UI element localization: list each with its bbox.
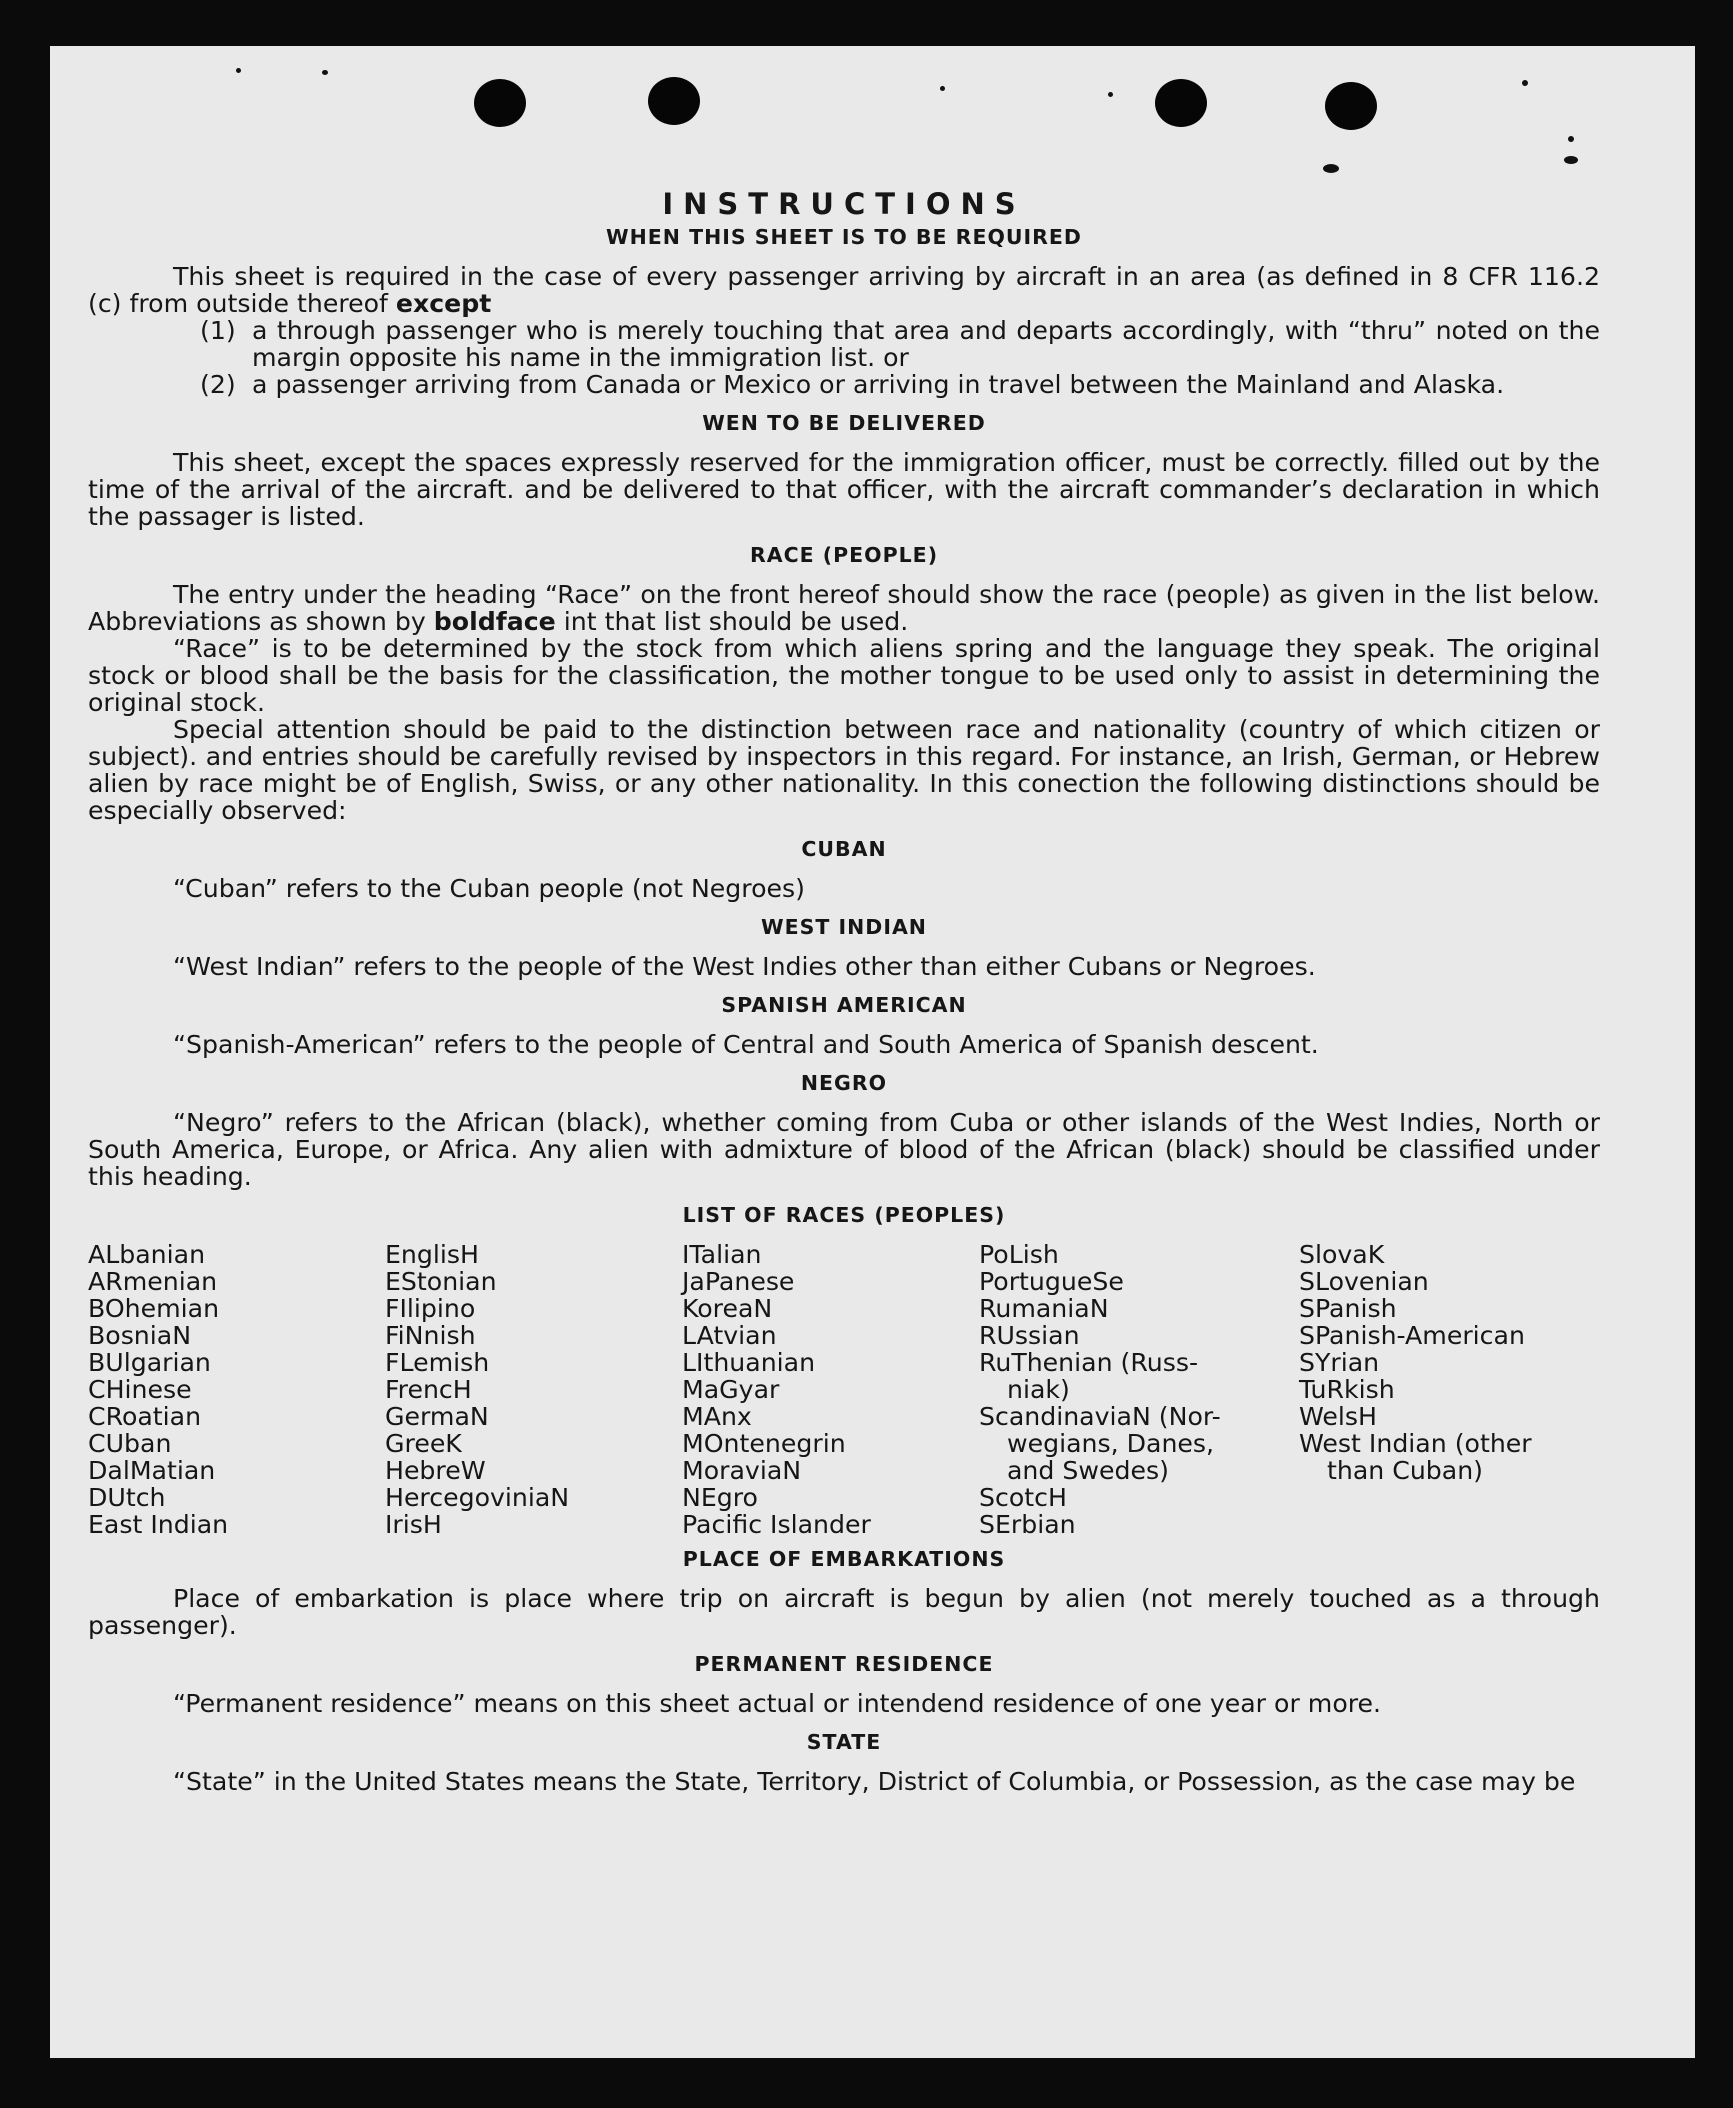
item-text: a passenger arriving from Canada or Mexico or arriving in travel between the Mainland and Alaska. (252, 370, 1505, 399)
list-item: BOhemian (88, 1294, 220, 1323)
list-item: PortugueSe (979, 1267, 1124, 1296)
list-item: CUban (88, 1429, 172, 1458)
heading-state: STATE (806, 1730, 882, 1754)
section-permanent-residence (88, 1690, 1600, 1717)
item-number: (2) (200, 370, 236, 399)
list-item: GermaN (385, 1402, 489, 1431)
list-item: NEgro (682, 1483, 758, 1512)
list-item: HebreW (385, 1456, 486, 1485)
speck (236, 68, 241, 73)
list-item: and Swedes) (1007, 1456, 1169, 1485)
race-column (385, 1241, 682, 1538)
when-item-1 (88, 317, 1600, 371)
list-item: LIthuanian (682, 1348, 816, 1377)
list-item: RuThenian (Russ- (979, 1348, 1199, 1377)
list-item: TuRkish (1299, 1375, 1395, 1404)
punch-hole (648, 77, 700, 125)
section-spanish-american (88, 1031, 1600, 1058)
list-item: DUtch (88, 1483, 166, 1512)
list-item: LAtvian (682, 1321, 777, 1350)
punch-hole (1325, 82, 1377, 130)
punch-hole (474, 79, 526, 127)
speck (940, 86, 945, 91)
speck (322, 70, 328, 75)
section-when-required (88, 263, 1600, 398)
item-number: (1) (200, 316, 236, 345)
cuban-text: “Cuban” refers to the Cuban people (not Negroes) (173, 874, 805, 903)
race-p1-text: The entry under the heading “Race” on the front hereof should show the race (people) as given in the list below. Abbreviations as shown by (88, 580, 1600, 636)
list-item: FIlipino (385, 1294, 476, 1323)
section-negro (88, 1109, 1600, 1190)
speck (1522, 80, 1528, 86)
item-text: a through passenger who is merely touching that area and departs accordingly, with “thru” noted on the margin opposite his name in the immigration list. or (252, 316, 1600, 372)
instructions-content (88, 187, 1600, 1807)
delivered-text: This sheet, except the spaces expressly reserved for the immigration officer, must be correctly. filled out by the time of the arrival of the aircraft. and be delivered to that officer, with the aircraft commander’s declaration in which the passager is listed. (88, 448, 1600, 531)
race-p1-text-end: int that list should be used. (563, 607, 909, 636)
when-intro-text: This sheet is required in the case of every passenger arriving by aircraft in an area (as defined in 8 CFR 116.2 (c) from outside thereof (88, 262, 1600, 318)
heading-embarkation: PLACE OF EMBARKATIONS (682, 1547, 1006, 1571)
heading-west-indian: WEST INDIAN (761, 915, 927, 939)
list-item: DalMatian (88, 1456, 216, 1485)
list-item: ScotcH (979, 1483, 1067, 1512)
race-paragraph-3: Special attention should be paid to the distinction between race and nationality (country of which citizen or subject). and entries should be carefully revised by inspectors in this regard. For instance, an Irish, German, or Hebrew alien by race might be of English, Swiss, or any other nationality. In this conection the following distinctions should be especially observed: (88, 715, 1600, 825)
heading-permanent-residence: PERMANENT RESIDENCE (694, 1652, 994, 1676)
heading-negro: NEGRO (800, 1071, 888, 1095)
list-item: MoraviaN (682, 1456, 802, 1485)
heading-spanish-american: SPANISH AMERICAN (721, 993, 967, 1017)
list-item: ScandinaviaN (Nor- (979, 1402, 1221, 1431)
list-item: EnglisH (385, 1240, 479, 1269)
section-embarkation (88, 1585, 1600, 1639)
section-cuban (88, 875, 1600, 902)
race-p1-bold: boldface (433, 607, 556, 636)
list-item: RumaniaN (979, 1294, 1109, 1323)
state-text: “State” in the United States means the State, Territory, District of Columbia, or Possession, as the case may be (173, 1767, 1576, 1796)
list-item: ALbanian (88, 1240, 206, 1269)
page-title: INSTRUCTIONS (662, 187, 1026, 221)
list-item: FiNnish (385, 1321, 476, 1350)
list-item: BosniaN (88, 1321, 192, 1350)
list-item: JaPanese (682, 1267, 795, 1296)
list-item: CHinese (88, 1375, 192, 1404)
race-list (88, 1241, 1600, 1538)
list-item: PoLish (979, 1240, 1059, 1269)
race-column (682, 1241, 979, 1538)
when-intro-bold: except (395, 289, 492, 318)
list-item: SYrian (1299, 1348, 1380, 1377)
list-item: BUlgarian (88, 1348, 211, 1377)
list-item: EStonian (385, 1267, 497, 1296)
speck (1568, 136, 1574, 142)
list-item: East Indian (88, 1510, 229, 1539)
section-when-delivered (88, 449, 1600, 530)
list-item: FLemish (385, 1348, 490, 1377)
list-item: than Cuban) (1327, 1456, 1484, 1485)
list-item: Pacific Islander (682, 1510, 871, 1539)
list-item: West Indian (other (1299, 1429, 1532, 1458)
list-item: WelsH (1299, 1402, 1377, 1431)
when-intro (88, 263, 1600, 317)
list-item: MAnx (682, 1402, 752, 1431)
heading-when-delivered: WEN TO BE DELIVERED (702, 411, 986, 435)
heading-race: RACE (PEOPLE) (749, 543, 939, 567)
list-item: GreeK (385, 1429, 462, 1458)
heading-cuban: CUBAN (801, 837, 887, 861)
race-column (979, 1241, 1299, 1538)
heading-list-of-races: LIST OF RACES (PEOPLES) (682, 1203, 1006, 1227)
west-indian-text: “West Indian” refers to the people of the West Indies other than either Cubans or Negroes. (173, 952, 1316, 981)
list-item: SErbian (979, 1510, 1076, 1539)
list-item: CRoatian (88, 1402, 202, 1431)
list-item: KoreaN (682, 1294, 773, 1323)
list-item: ITalian (682, 1240, 762, 1269)
list-item: SPanish (1299, 1294, 1397, 1323)
section-race (88, 581, 1600, 824)
embarkation-text: Place of embarkation is place where trip on aircraft is begun by alien (not merely touched as a through passenger). (88, 1584, 1600, 1640)
race-paragraph-2: “Race” is to be determined by the stock from which aliens spring and the language they speak. The original stock or blood shall be the basis for the classification, the mother tongue to be used only to assist in determining the original stock. (88, 634, 1600, 717)
heading-when-required: WHEN THIS SHEET IS TO BE REQUIRED (606, 225, 1082, 249)
negro-text: “Negro” refers to the African (black), whether coming from Cuba or other islands of the West Indies, North or South America, Europe, or Africa. Any alien with admixture of blood of the African (black) should be classified under this heading. (88, 1108, 1600, 1191)
list-item: MOntenegrin (682, 1429, 846, 1458)
when-item-2 (88, 371, 1600, 398)
speck (1323, 164, 1339, 173)
list-item: MaGyar (682, 1375, 780, 1404)
spanish-american-text: “Spanish-American” refers to the people of Central and South America of Spanish descent. (173, 1030, 1319, 1059)
list-item: FrencH (385, 1375, 472, 1404)
list-item: IrisH (385, 1510, 442, 1539)
race-column (88, 1241, 385, 1538)
speck (1108, 92, 1113, 97)
punch-hole (1155, 79, 1207, 127)
residence-text: “Permanent residence” means on this sheet actual or intendend residence of one year or more. (173, 1689, 1382, 1718)
speck (1564, 156, 1578, 164)
list-item: niak) (1007, 1375, 1070, 1404)
list-item: SLovenian (1299, 1267, 1429, 1296)
list-item: ARmenian (88, 1267, 218, 1296)
race-column (1299, 1241, 1589, 1538)
list-item: wegians, Danes, (1007, 1429, 1215, 1458)
section-state (88, 1768, 1600, 1795)
list-item: SPanish-American (1299, 1321, 1525, 1350)
list-item: SlovaK (1299, 1240, 1385, 1269)
section-west-indian (88, 953, 1600, 980)
document-page (50, 46, 1695, 2058)
race-paragraph-1 (88, 581, 1600, 635)
list-item: RUssian (979, 1321, 1080, 1350)
list-item: HercegoviniaN (385, 1483, 570, 1512)
